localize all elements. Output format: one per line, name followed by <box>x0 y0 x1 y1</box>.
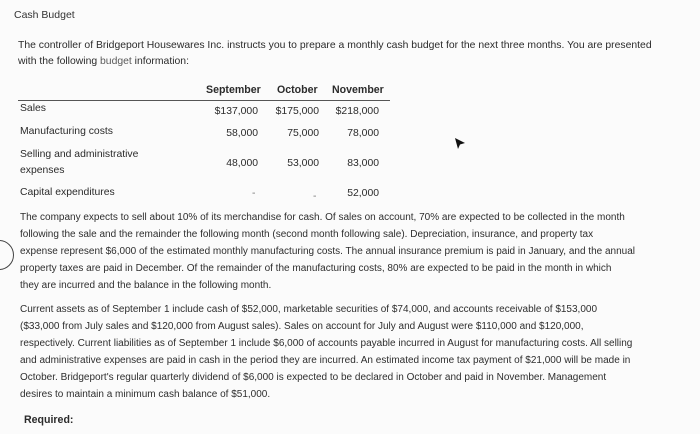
paragraph2-line: desires to maintain a minimum cash balance of $51,000. <box>20 389 271 400</box>
page-title: Cash Budget <box>14 9 75 21</box>
cell-sales-nov: $218,000 <box>335 106 379 117</box>
cell-sales-sep: $137,000 <box>214 106 258 117</box>
cell-selling-nov: 83,000 <box>347 158 379 169</box>
intro-line-2-highlight: budget <box>100 56 132 67</box>
paragraph1-line: property taxes are paid in December. Of the remainder of the manufacturing costs, 80% are expected to be paid in the month in which <box>20 263 612 274</box>
row-label-manufacturing: Manufacturing costs <box>20 126 113 137</box>
cell-sales-oct: $175,000 <box>275 106 319 117</box>
intro-line-2-post: information: <box>131 56 189 67</box>
cell-capex-sep: - <box>252 188 256 199</box>
required-heading: Required: <box>24 414 74 426</box>
intro-line-1: The controller of Bridgeport Housewares Inc. instructs you to prepare a monthly cash budget for the next three months. You are presented <box>18 40 652 51</box>
paragraph2-line: ($33,000 from July sales and $120,000 from August sales). Sales on account for July and August were $110,000 and $120,000, <box>20 321 584 332</box>
cell-selling-sep: 48,000 <box>226 158 258 169</box>
col-header-november: November <box>332 84 384 96</box>
col-header-september: September <box>206 84 261 96</box>
header-rule <box>18 100 390 101</box>
row-label-selling-2: expenses <box>20 165 65 176</box>
circle-annotation-icon <box>0 240 14 270</box>
cell-manufacturing-oct: 75,000 <box>287 128 319 139</box>
paragraph2-line: and administrative expenses are paid in cash in the period they are incurred. An estimated income tax payment of $21,000 will be made in <box>20 355 631 366</box>
cell-manufacturing-nov: 78,000 <box>347 128 379 139</box>
paragraph2-line: respectively. Current liabilities as of September 1 include $6,000 of accounts payable incurred in August for manufacturing costs. All selling <box>20 338 633 349</box>
paragraph1-line: The company expects to sell about 10% of its merchandise for cash. Of sales on account, 70% are expected to be collected in the month <box>20 212 625 223</box>
paragraph2-line: Current assets as of September 1 include cash of $52,000, marketable securities of $74,000, and accounts receivable of $153,000 <box>20 304 598 315</box>
cell-capex-oct: - <box>313 191 317 202</box>
paragraph1-line: following the sale and the remainder the following month (second month following sale). Depreciation, insurance, and property tax <box>20 229 594 240</box>
paragraph1-line: expense represent $6,000 of the estimated monthly manufacturing costs. The annual insurance premium is paid in January, and the annual <box>20 246 635 257</box>
intro-line-2 <box>18 56 189 67</box>
cell-selling-oct: 53,000 <box>287 158 319 169</box>
mouse-cursor-icon <box>454 137 466 151</box>
paragraph1-line: they are incurred and the balance in the following month. <box>20 280 272 291</box>
row-label-sales: Sales <box>20 103 46 114</box>
paragraph2-line: October. Bridgeport's regular quarterly dividend of $6,000 is expected to be declared in October and paid in November. Management <box>20 372 607 383</box>
cell-capex-nov: 52,000 <box>347 188 379 199</box>
row-label-capex: Capital expenditures <box>20 187 115 198</box>
col-header-october: October <box>277 84 318 96</box>
cell-manufacturing-sep: 58,000 <box>226 128 258 139</box>
row-label-selling-1: Selling and administrative <box>20 149 139 160</box>
intro-line-2-pre: with the following <box>18 56 101 67</box>
